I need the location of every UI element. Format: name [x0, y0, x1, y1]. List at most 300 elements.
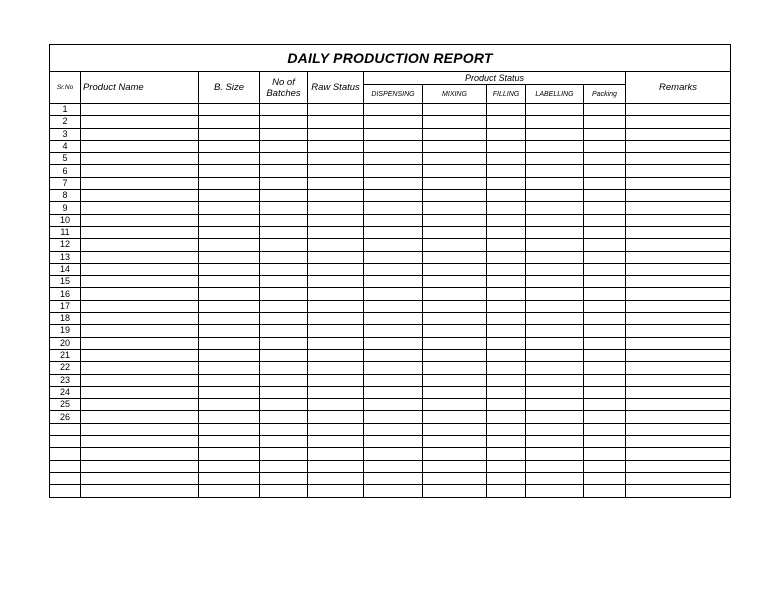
- no-of-batches-cell[interactable]: [260, 485, 308, 497]
- dispensing-cell[interactable]: [364, 399, 423, 411]
- no-of-batches-cell[interactable]: [260, 128, 308, 140]
- labelling-cell[interactable]: [526, 165, 584, 177]
- mixing-cell[interactable]: [423, 472, 487, 484]
- no-of-batches-cell[interactable]: [260, 337, 308, 349]
- no-of-batches-cell[interactable]: [260, 104, 308, 116]
- mixing-cell[interactable]: [423, 399, 487, 411]
- filling-cell[interactable]: [487, 226, 526, 238]
- packing-cell[interactable]: [584, 276, 626, 288]
- remarks-cell[interactable]: [626, 374, 731, 386]
- raw-status-cell[interactable]: [308, 226, 364, 238]
- filling-cell[interactable]: [487, 337, 526, 349]
- dispensing-cell[interactable]: [364, 104, 423, 116]
- remarks-cell[interactable]: [626, 472, 731, 484]
- no-of-batches-cell[interactable]: [260, 288, 308, 300]
- product-name-cell[interactable]: [81, 472, 199, 484]
- remarks-cell[interactable]: [626, 423, 731, 435]
- filling-cell[interactable]: [487, 202, 526, 214]
- product-name-cell[interactable]: [81, 177, 199, 189]
- dispensing-cell[interactable]: [364, 214, 423, 226]
- filling-cell[interactable]: [487, 140, 526, 152]
- labelling-cell[interactable]: [526, 226, 584, 238]
- remarks-cell[interactable]: [626, 153, 731, 165]
- packing-cell[interactable]: [584, 190, 626, 202]
- mixing-cell[interactable]: [423, 337, 487, 349]
- labelling-cell[interactable]: [526, 423, 584, 435]
- mixing-cell[interactable]: [423, 202, 487, 214]
- remarks-cell[interactable]: [626, 177, 731, 189]
- product-name-cell[interactable]: [81, 300, 199, 312]
- b-size-cell[interactable]: [199, 276, 260, 288]
- raw-status-cell[interactable]: [308, 411, 364, 423]
- raw-status-cell[interactable]: [308, 239, 364, 251]
- no-of-batches-cell[interactable]: [260, 276, 308, 288]
- b-size-cell[interactable]: [199, 116, 260, 128]
- product-name-cell[interactable]: [81, 190, 199, 202]
- dispensing-cell[interactable]: [364, 423, 423, 435]
- raw-status-cell[interactable]: [308, 423, 364, 435]
- product-name-cell[interactable]: [81, 411, 199, 423]
- no-of-batches-cell[interactable]: [260, 374, 308, 386]
- mixing-cell[interactable]: [423, 239, 487, 251]
- remarks-cell[interactable]: [626, 202, 731, 214]
- labelling-cell[interactable]: [526, 202, 584, 214]
- product-name-cell[interactable]: [81, 128, 199, 140]
- remarks-cell[interactable]: [626, 411, 731, 423]
- packing-cell[interactable]: [584, 325, 626, 337]
- no-of-batches-cell[interactable]: [260, 190, 308, 202]
- dispensing-cell[interactable]: [364, 472, 423, 484]
- dispensing-cell[interactable]: [364, 325, 423, 337]
- b-size-cell[interactable]: [199, 165, 260, 177]
- filling-cell[interactable]: [487, 190, 526, 202]
- b-size-cell[interactable]: [199, 128, 260, 140]
- filling-cell[interactable]: [487, 325, 526, 337]
- product-name-cell[interactable]: [81, 140, 199, 152]
- raw-status-cell[interactable]: [308, 472, 364, 484]
- b-size-cell[interactable]: [199, 448, 260, 460]
- labelling-cell[interactable]: [526, 128, 584, 140]
- filling-cell[interactable]: [487, 251, 526, 263]
- labelling-cell[interactable]: [526, 325, 584, 337]
- labelling-cell[interactable]: [526, 251, 584, 263]
- labelling-cell[interactable]: [526, 276, 584, 288]
- labelling-cell[interactable]: [526, 485, 584, 497]
- no-of-batches-cell[interactable]: [260, 436, 308, 448]
- filling-cell[interactable]: [487, 386, 526, 398]
- packing-cell[interactable]: [584, 460, 626, 472]
- no-of-batches-cell[interactable]: [260, 300, 308, 312]
- b-size-cell[interactable]: [199, 239, 260, 251]
- filling-cell[interactable]: [487, 472, 526, 484]
- raw-status-cell[interactable]: [308, 190, 364, 202]
- product-name-cell[interactable]: [81, 436, 199, 448]
- dispensing-cell[interactable]: [364, 411, 423, 423]
- dispensing-cell[interactable]: [364, 177, 423, 189]
- no-of-batches-cell[interactable]: [260, 448, 308, 460]
- labelling-cell[interactable]: [526, 140, 584, 152]
- raw-status-cell[interactable]: [308, 116, 364, 128]
- no-of-batches-cell[interactable]: [260, 214, 308, 226]
- dispensing-cell[interactable]: [364, 190, 423, 202]
- labelling-cell[interactable]: [526, 374, 584, 386]
- remarks-cell[interactable]: [626, 399, 731, 411]
- packing-cell[interactable]: [584, 116, 626, 128]
- filling-cell[interactable]: [487, 239, 526, 251]
- raw-status-cell[interactable]: [308, 214, 364, 226]
- filling-cell[interactable]: [487, 263, 526, 275]
- dispensing-cell[interactable]: [364, 313, 423, 325]
- filling-cell[interactable]: [487, 300, 526, 312]
- no-of-batches-cell[interactable]: [260, 386, 308, 398]
- packing-cell[interactable]: [584, 374, 626, 386]
- filling-cell[interactable]: [487, 448, 526, 460]
- remarks-cell[interactable]: [626, 276, 731, 288]
- labelling-cell[interactable]: [526, 288, 584, 300]
- labelling-cell[interactable]: [526, 239, 584, 251]
- remarks-cell[interactable]: [626, 436, 731, 448]
- packing-cell[interactable]: [584, 288, 626, 300]
- no-of-batches-cell[interactable]: [260, 349, 308, 361]
- packing-cell[interactable]: [584, 202, 626, 214]
- no-of-batches-cell[interactable]: [260, 313, 308, 325]
- remarks-cell[interactable]: [626, 300, 731, 312]
- mixing-cell[interactable]: [423, 288, 487, 300]
- packing-cell[interactable]: [584, 239, 626, 251]
- dispensing-cell[interactable]: [364, 485, 423, 497]
- no-of-batches-cell[interactable]: [260, 226, 308, 238]
- b-size-cell[interactable]: [199, 362, 260, 374]
- remarks-cell[interactable]: [626, 337, 731, 349]
- remarks-cell[interactable]: [626, 239, 731, 251]
- no-of-batches-cell[interactable]: [260, 460, 308, 472]
- product-name-cell[interactable]: [81, 214, 199, 226]
- raw-status-cell[interactable]: [308, 485, 364, 497]
- mixing-cell[interactable]: [423, 190, 487, 202]
- product-name-cell[interactable]: [81, 104, 199, 116]
- dispensing-cell[interactable]: [364, 239, 423, 251]
- raw-status-cell[interactable]: [308, 300, 364, 312]
- raw-status-cell[interactable]: [308, 349, 364, 361]
- raw-status-cell[interactable]: [308, 448, 364, 460]
- dispensing-cell[interactable]: [364, 386, 423, 398]
- mixing-cell[interactable]: [423, 263, 487, 275]
- raw-status-cell[interactable]: [308, 460, 364, 472]
- packing-cell[interactable]: [584, 177, 626, 189]
- remarks-cell[interactable]: [626, 362, 731, 374]
- b-size-cell[interactable]: [199, 337, 260, 349]
- raw-status-cell[interactable]: [308, 128, 364, 140]
- mixing-cell[interactable]: [423, 226, 487, 238]
- labelling-cell[interactable]: [526, 448, 584, 460]
- dispensing-cell[interactable]: [364, 448, 423, 460]
- no-of-batches-cell[interactable]: [260, 177, 308, 189]
- mixing-cell[interactable]: [423, 116, 487, 128]
- labelling-cell[interactable]: [526, 472, 584, 484]
- mixing-cell[interactable]: [423, 165, 487, 177]
- raw-status-cell[interactable]: [308, 386, 364, 398]
- product-name-cell[interactable]: [81, 386, 199, 398]
- filling-cell[interactable]: [487, 411, 526, 423]
- mixing-cell[interactable]: [423, 349, 487, 361]
- b-size-cell[interactable]: [199, 411, 260, 423]
- b-size-cell[interactable]: [199, 140, 260, 152]
- product-name-cell[interactable]: [81, 423, 199, 435]
- remarks-cell[interactable]: [626, 251, 731, 263]
- raw-status-cell[interactable]: [308, 153, 364, 165]
- remarks-cell[interactable]: [626, 448, 731, 460]
- packing-cell[interactable]: [584, 300, 626, 312]
- b-size-cell[interactable]: [199, 288, 260, 300]
- b-size-cell[interactable]: [199, 177, 260, 189]
- dispensing-cell[interactable]: [364, 153, 423, 165]
- b-size-cell[interactable]: [199, 349, 260, 361]
- labelling-cell[interactable]: [526, 399, 584, 411]
- labelling-cell[interactable]: [526, 362, 584, 374]
- packing-cell[interactable]: [584, 313, 626, 325]
- mixing-cell[interactable]: [423, 374, 487, 386]
- no-of-batches-cell[interactable]: [260, 263, 308, 275]
- labelling-cell[interactable]: [526, 300, 584, 312]
- raw-status-cell[interactable]: [308, 202, 364, 214]
- dispensing-cell[interactable]: [364, 349, 423, 361]
- dispensing-cell[interactable]: [364, 300, 423, 312]
- packing-cell[interactable]: [584, 128, 626, 140]
- no-of-batches-cell[interactable]: [260, 153, 308, 165]
- packing-cell[interactable]: [584, 165, 626, 177]
- b-size-cell[interactable]: [199, 423, 260, 435]
- product-name-cell[interactable]: [81, 165, 199, 177]
- labelling-cell[interactable]: [526, 386, 584, 398]
- no-of-batches-cell[interactable]: [260, 239, 308, 251]
- labelling-cell[interactable]: [526, 411, 584, 423]
- filling-cell[interactable]: [487, 423, 526, 435]
- labelling-cell[interactable]: [526, 177, 584, 189]
- b-size-cell[interactable]: [199, 325, 260, 337]
- product-name-cell[interactable]: [81, 460, 199, 472]
- filling-cell[interactable]: [487, 374, 526, 386]
- raw-status-cell[interactable]: [308, 399, 364, 411]
- b-size-cell[interactable]: [199, 386, 260, 398]
- raw-status-cell[interactable]: [308, 104, 364, 116]
- remarks-cell[interactable]: [626, 460, 731, 472]
- packing-cell[interactable]: [584, 362, 626, 374]
- product-name-cell[interactable]: [81, 337, 199, 349]
- dispensing-cell[interactable]: [364, 226, 423, 238]
- labelling-cell[interactable]: [526, 337, 584, 349]
- packing-cell[interactable]: [584, 153, 626, 165]
- packing-cell[interactable]: [584, 104, 626, 116]
- product-name-cell[interactable]: [81, 325, 199, 337]
- packing-cell[interactable]: [584, 263, 626, 275]
- mixing-cell[interactable]: [423, 386, 487, 398]
- b-size-cell[interactable]: [199, 300, 260, 312]
- raw-status-cell[interactable]: [308, 165, 364, 177]
- labelling-cell[interactable]: [526, 436, 584, 448]
- mixing-cell[interactable]: [423, 485, 487, 497]
- b-size-cell[interactable]: [199, 190, 260, 202]
- mixing-cell[interactable]: [423, 448, 487, 460]
- labelling-cell[interactable]: [526, 349, 584, 361]
- mixing-cell[interactable]: [423, 362, 487, 374]
- packing-cell[interactable]: [584, 386, 626, 398]
- filling-cell[interactable]: [487, 399, 526, 411]
- dispensing-cell[interactable]: [364, 128, 423, 140]
- remarks-cell[interactable]: [626, 104, 731, 116]
- product-name-cell[interactable]: [81, 288, 199, 300]
- packing-cell[interactable]: [584, 423, 626, 435]
- filling-cell[interactable]: [487, 104, 526, 116]
- remarks-cell[interactable]: [626, 165, 731, 177]
- product-name-cell[interactable]: [81, 485, 199, 497]
- packing-cell[interactable]: [584, 140, 626, 152]
- b-size-cell[interactable]: [199, 153, 260, 165]
- mixing-cell[interactable]: [423, 325, 487, 337]
- product-name-cell[interactable]: [81, 239, 199, 251]
- mixing-cell[interactable]: [423, 153, 487, 165]
- labelling-cell[interactable]: [526, 104, 584, 116]
- remarks-cell[interactable]: [626, 116, 731, 128]
- dispensing-cell[interactable]: [364, 374, 423, 386]
- packing-cell[interactable]: [584, 337, 626, 349]
- filling-cell[interactable]: [487, 362, 526, 374]
- filling-cell[interactable]: [487, 436, 526, 448]
- remarks-cell[interactable]: [626, 485, 731, 497]
- product-name-cell[interactable]: [81, 202, 199, 214]
- b-size-cell[interactable]: [199, 436, 260, 448]
- b-size-cell[interactable]: [199, 399, 260, 411]
- raw-status-cell[interactable]: [308, 313, 364, 325]
- dispensing-cell[interactable]: [364, 460, 423, 472]
- mixing-cell[interactable]: [423, 177, 487, 189]
- packing-cell[interactable]: [584, 214, 626, 226]
- remarks-cell[interactable]: [626, 386, 731, 398]
- no-of-batches-cell[interactable]: [260, 423, 308, 435]
- mixing-cell[interactable]: [423, 460, 487, 472]
- mixing-cell[interactable]: [423, 214, 487, 226]
- no-of-batches-cell[interactable]: [260, 116, 308, 128]
- filling-cell[interactable]: [487, 288, 526, 300]
- mixing-cell[interactable]: [423, 276, 487, 288]
- raw-status-cell[interactable]: [308, 177, 364, 189]
- packing-cell[interactable]: [584, 399, 626, 411]
- filling-cell[interactable]: [487, 153, 526, 165]
- filling-cell[interactable]: [487, 276, 526, 288]
- raw-status-cell[interactable]: [308, 374, 364, 386]
- remarks-cell[interactable]: [626, 288, 731, 300]
- filling-cell[interactable]: [487, 313, 526, 325]
- raw-status-cell[interactable]: [308, 436, 364, 448]
- mixing-cell[interactable]: [423, 140, 487, 152]
- product-name-cell[interactable]: [81, 226, 199, 238]
- b-size-cell[interactable]: [199, 374, 260, 386]
- b-size-cell[interactable]: [199, 263, 260, 275]
- b-size-cell[interactable]: [199, 485, 260, 497]
- labelling-cell[interactable]: [526, 460, 584, 472]
- labelling-cell[interactable]: [526, 313, 584, 325]
- raw-status-cell[interactable]: [308, 140, 364, 152]
- dispensing-cell[interactable]: [364, 288, 423, 300]
- mixing-cell[interactable]: [423, 128, 487, 140]
- raw-status-cell[interactable]: [308, 362, 364, 374]
- packing-cell[interactable]: [584, 436, 626, 448]
- b-size-cell[interactable]: [199, 251, 260, 263]
- dispensing-cell[interactable]: [364, 337, 423, 349]
- dispensing-cell[interactable]: [364, 116, 423, 128]
- b-size-cell[interactable]: [199, 202, 260, 214]
- mixing-cell[interactable]: [423, 300, 487, 312]
- dispensing-cell[interactable]: [364, 202, 423, 214]
- mixing-cell[interactable]: [423, 104, 487, 116]
- no-of-batches-cell[interactable]: [260, 165, 308, 177]
- filling-cell[interactable]: [487, 485, 526, 497]
- raw-status-cell[interactable]: [308, 325, 364, 337]
- filling-cell[interactable]: [487, 460, 526, 472]
- no-of-batches-cell[interactable]: [260, 472, 308, 484]
- raw-status-cell[interactable]: [308, 288, 364, 300]
- b-size-cell[interactable]: [199, 226, 260, 238]
- dispensing-cell[interactable]: [364, 263, 423, 275]
- dispensing-cell[interactable]: [364, 251, 423, 263]
- product-name-cell[interactable]: [81, 313, 199, 325]
- b-size-cell[interactable]: [199, 472, 260, 484]
- labelling-cell[interactable]: [526, 214, 584, 226]
- product-name-cell[interactable]: [81, 251, 199, 263]
- no-of-batches-cell[interactable]: [260, 140, 308, 152]
- remarks-cell[interactable]: [626, 128, 731, 140]
- product-name-cell[interactable]: [81, 276, 199, 288]
- dispensing-cell[interactable]: [364, 276, 423, 288]
- dispensing-cell[interactable]: [364, 362, 423, 374]
- dispensing-cell[interactable]: [364, 140, 423, 152]
- packing-cell[interactable]: [584, 251, 626, 263]
- filling-cell[interactable]: [487, 177, 526, 189]
- product-name-cell[interactable]: [81, 399, 199, 411]
- remarks-cell[interactable]: [626, 325, 731, 337]
- filling-cell[interactable]: [487, 165, 526, 177]
- product-name-cell[interactable]: [81, 116, 199, 128]
- no-of-batches-cell[interactable]: [260, 411, 308, 423]
- packing-cell[interactable]: [584, 472, 626, 484]
- packing-cell[interactable]: [584, 448, 626, 460]
- labelling-cell[interactable]: [526, 116, 584, 128]
- product-name-cell[interactable]: [81, 374, 199, 386]
- remarks-cell[interactable]: [626, 190, 731, 202]
- raw-status-cell[interactable]: [308, 337, 364, 349]
- product-name-cell[interactable]: [81, 448, 199, 460]
- remarks-cell[interactable]: [626, 313, 731, 325]
- dispensing-cell[interactable]: [364, 165, 423, 177]
- b-size-cell[interactable]: [199, 460, 260, 472]
- no-of-batches-cell[interactable]: [260, 251, 308, 263]
- no-of-batches-cell[interactable]: [260, 399, 308, 411]
- mixing-cell[interactable]: [423, 411, 487, 423]
- remarks-cell[interactable]: [626, 349, 731, 361]
- packing-cell[interactable]: [584, 411, 626, 423]
- labelling-cell[interactable]: [526, 263, 584, 275]
- filling-cell[interactable]: [487, 349, 526, 361]
- packing-cell[interactable]: [584, 349, 626, 361]
- no-of-batches-cell[interactable]: [260, 202, 308, 214]
- no-of-batches-cell[interactable]: [260, 325, 308, 337]
- labelling-cell[interactable]: [526, 190, 584, 202]
- remarks-cell[interactable]: [626, 214, 731, 226]
- no-of-batches-cell[interactable]: [260, 362, 308, 374]
- dispensing-cell[interactable]: [364, 436, 423, 448]
- filling-cell[interactable]: [487, 128, 526, 140]
- b-size-cell[interactable]: [199, 214, 260, 226]
- remarks-cell[interactable]: [626, 226, 731, 238]
